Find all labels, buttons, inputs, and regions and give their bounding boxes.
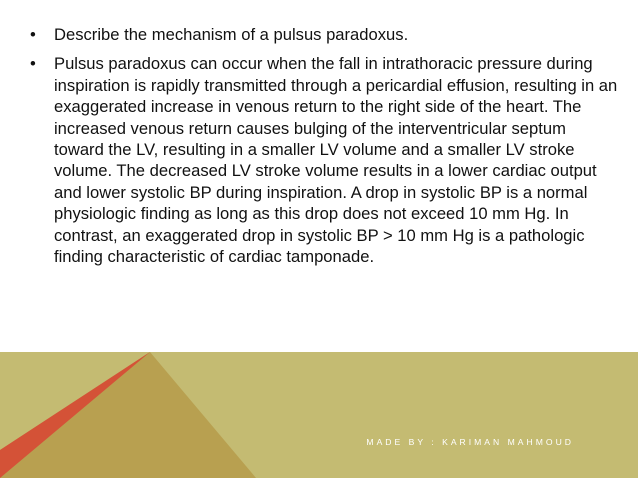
bullet-question: [30, 24, 620, 45]
bullet-marker: •: [30, 25, 36, 44]
bullet-answer-text: Pulsus paradoxus can occur when the fall in intrathoracic pressure during inspiration is rapidly transmitted through a pericardial effusion, resulting in an exaggerated increase in venous return to the right side of the heart. The increased venous return causes bulging of the interventricular septum toward the LV, resulting in a smaller LV volume and a smaller LV stroke volume. The decreased LV stroke volume results in a lower cardiac output and lower systolic BP during inspiration. A drop in systolic BP is a normal physiologic finding as long as this drop does not exceed 10 mm Hg. In contrast, an exaggerated drop in systolic BP > 10 mm Hg is a pathologic finding characteristic of cardiac tamponade.: [54, 54, 618, 267]
bullet-question-text: Describe the mechanism of a pulsus paradoxus.: [54, 25, 409, 44]
footer-decoration: [0, 352, 638, 478]
footer-band: [0, 352, 638, 478]
bullet-marker: •: [30, 54, 36, 74]
slide-content: [30, 24, 620, 275]
author-credit: MADE BY : KARIMAN MAHMOUD: [366, 437, 574, 447]
bullet-answer: [30, 53, 620, 267]
bullet-list: [30, 24, 620, 267]
